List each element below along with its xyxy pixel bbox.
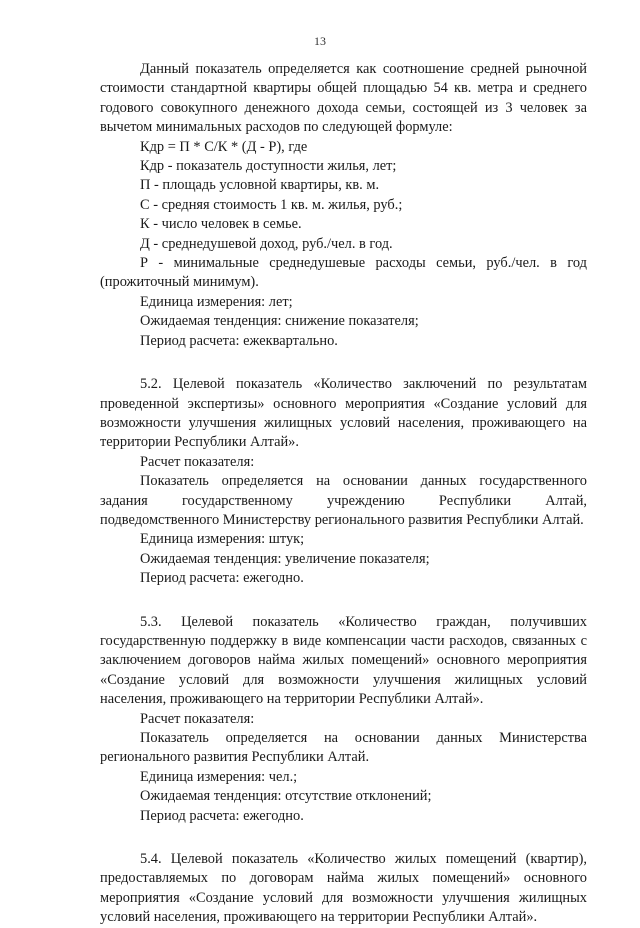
definition-k: К - число человек в семье. bbox=[140, 216, 302, 233]
section-gap bbox=[100, 826, 587, 850]
document-body bbox=[100, 60, 587, 928]
section-5-4-heading: 5.4. Целевой показатель «Количество жилых помещений (квартир), предоставляемых по договорам найма жилых помещений» основного мероприятия «Создание условий для возможности улучшения жилищных условий населения, проживающего на территории Республики Алтай». bbox=[100, 851, 587, 926]
section-5-2-period: Период расчета: ежегодно. bbox=[140, 570, 304, 587]
intro-trend: Ожидаемая тенденция: снижение показателя; bbox=[140, 313, 419, 330]
page-number: 13 bbox=[314, 34, 326, 48]
formula: Кдр = П * С/К * (Д - Р), где bbox=[140, 138, 308, 155]
definition-s: С - средняя стоимость 1 кв. м. жилья, руб.; bbox=[140, 196, 403, 213]
section-5-3-unit: Единица измерения: чел.; bbox=[140, 768, 298, 785]
section-5-2-trend: Ожидаемая тенденция: увеличение показателя; bbox=[140, 550, 430, 567]
section-5-2-calc-text: Показатель определяется на основании данных государственного задания государственному учреждению Республики Алтай, подведомственного Министерству регионального развития Республики Алтай. bbox=[100, 473, 587, 528]
intro-paragraph: Данный показатель определяется как соотношение средней рыночной стоимости стандартной квартиры общей площадью 54 кв. метра и среднего годового совокупного денежного дохода семьи, состоящей из 3 человек за вычетом минимальных расходов по следующей формуле: bbox=[100, 61, 587, 136]
section-5-2-heading: 5.2. Целевой показатель «Количество заключений по результатам проведенной экспертизы» основного мероприятия «Создание условий для возможности улучшения жилищных условий населения, проживающего на территории Республики Алтай». bbox=[100, 376, 587, 451]
section-5-3-heading: 5.3. Целевой показатель «Количество граждан, получивших государственную поддержку в виде компенсации части расходов, связанных с заключением договоров найма жилых помещений» основного мероприятия «Создание условий для возможности улучшения жилищных условий населения, проживающего на территории Республики Алтай». bbox=[100, 613, 587, 708]
definition-r: Р - минимальные среднедушевые расходы семьи, руб./чел. в год (прожиточный минимум). bbox=[100, 255, 587, 291]
section-5-2-calc-label: Расчет показателя: bbox=[140, 453, 255, 470]
definition-p: П - площадь условной квартиры, кв. м. bbox=[140, 177, 380, 194]
section-5-2-unit: Единица измерения: штук; bbox=[140, 531, 305, 548]
section-5-3-calc-text: Показатель определяется на основании данных Министерства регионального развития Республики Алтай. bbox=[100, 730, 587, 766]
definition-kdr: Кдр - показатель доступности жилья, лет; bbox=[140, 158, 397, 175]
section-5-3-calc-label: Расчет показателя: bbox=[140, 710, 255, 727]
section-5-3-period: Период расчета: ежегодно. bbox=[140, 807, 304, 824]
intro-unit: Единица измерения: лет; bbox=[140, 293, 293, 310]
intro-period: Период расчета: ежеквартально. bbox=[140, 332, 338, 349]
definition-d: Д - среднедушевой доход, руб./чел. в год. bbox=[140, 235, 393, 252]
section-5-3-trend: Ожидаемая тенденция: отсутствие отклонений; bbox=[140, 788, 432, 805]
section-gap bbox=[100, 351, 587, 375]
section-gap bbox=[100, 589, 587, 613]
